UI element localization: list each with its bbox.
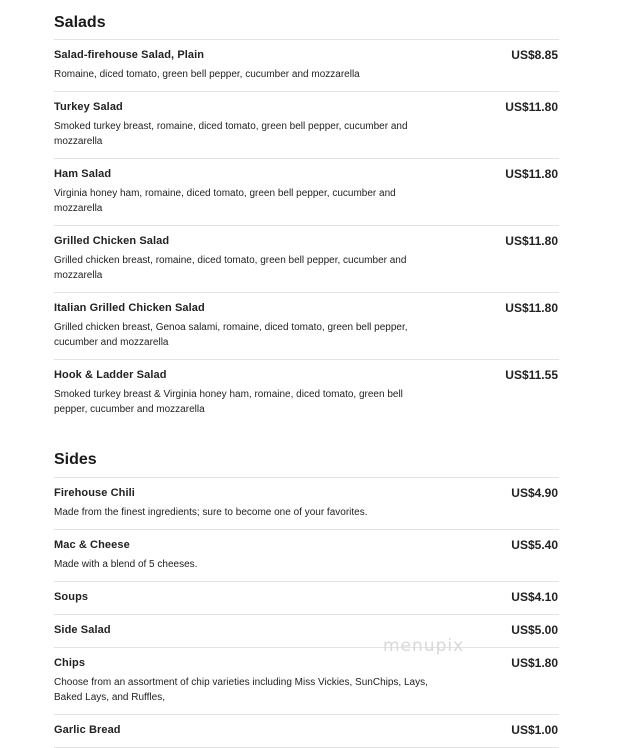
item-description: Virginia honey ham, romaine, diced tomato, green bell pepper, cucumber and mozzarella [54,188,396,214]
item-name: Mac & Cheese [54,539,130,551]
item-price: US$4.10 [511,590,558,604]
item-price: US$11.80 [505,234,558,248]
item-price: US$11.80 [505,167,558,181]
item-name: Italian Grilled Chicken Salad [54,302,205,314]
menu-item[interactable] [54,360,559,426]
item-name: Hook & Ladder Salad [54,369,167,381]
item-description: Smoked turkey breast, romaine, diced tomato, green bell pepper, cucumber and mozzarella [54,121,408,147]
menu-item[interactable] [54,582,559,615]
section-salads [54,0,559,426]
menu-page [54,0,559,748]
menu-item[interactable] [54,615,559,648]
item-description: Made with a blend of 5 cheeses. [54,559,198,570]
item-name: Garlic Bread [54,724,121,736]
item-name: Salad-firehouse Salad, Plain [54,49,205,61]
item-price: US$4.90 [511,486,558,500]
item-price: US$11.55 [505,368,558,382]
item-name: Soups [54,591,89,603]
menu-item[interactable] [54,648,559,715]
item-description: Choose from an assortment of chip varieties including Miss Vickies, SunChips, Lays, Baked Lays, and Ruffles, [54,677,428,703]
menu-item[interactable] [54,159,559,226]
menu-item[interactable] [54,293,559,360]
item-description: Made from the finest ingredients; sure to become one of your favorites. [54,507,368,518]
menu-item[interactable] [54,92,559,159]
item-price: US$11.80 [505,100,558,114]
item-price: US$1.80 [511,656,558,670]
watermark-logo: menupix [383,636,465,656]
menu-item[interactable] [54,715,559,748]
item-description: Grilled chicken breast, romaine, diced tomato, green bell pepper, cucumber and mozzarella [54,255,407,281]
section-title: Sides [54,451,97,468]
section-title: Salads [54,14,106,31]
menu-item[interactable] [54,40,559,92]
item-description: Romaine, diced tomato, green bell pepper, cucumber and mozzarella [54,69,360,80]
item-name: Firehouse Chili [54,487,135,499]
menu-item[interactable] [54,478,559,530]
item-price: US$5.00 [511,623,558,637]
item-price: US$11.80 [505,301,558,315]
item-price: US$5.40 [511,538,558,552]
item-name: Turkey Salad [54,101,123,113]
item-price: US$8.85 [511,48,558,62]
item-name: Ham Salad [54,168,112,180]
menu-item[interactable] [54,530,559,582]
item-price: US$1.00 [511,723,558,737]
item-description: Grilled chicken breast, Genoa salami, romaine, diced tomato, green bell pepper, cucumber and mozzarella [54,322,408,348]
section-sides [54,426,559,748]
item-name: Chips [54,657,86,669]
item-name: Grilled Chicken Salad [54,235,170,247]
item-name: Side Salad [54,624,111,636]
menu-item[interactable] [54,226,559,293]
item-description: Smoked turkey breast & Virginia honey ham, romaine, diced tomato, green bell pepper, cucumber and mozzarella [54,389,403,415]
